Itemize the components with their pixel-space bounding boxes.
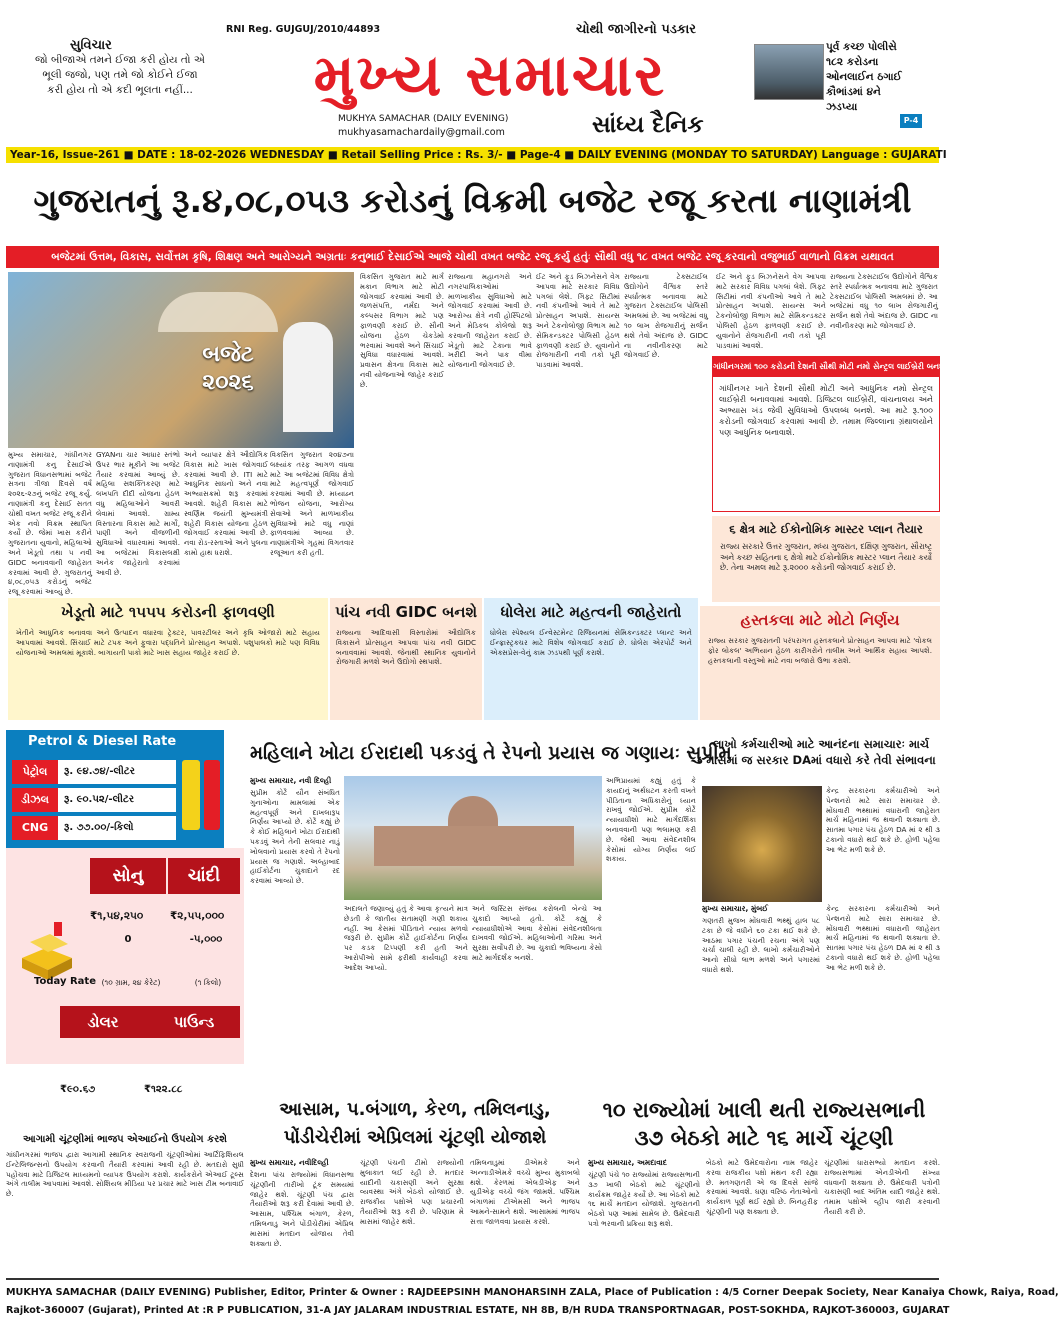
budget-column: વિકસિત ગુજરાત માટે માર્ગ મકાન વિભાગ માટે મોટી જોગવાઈ કરવામાં આવી છે. જળસંપત્તિ, નર્મદા અને કલ્પસર વિભાગ માટે પણ ફાળવણી કરાઈ છે. સૌની યોજના હેઠળ ચેકડેમો ભરવામાં આવશે અને સિંચાઈ સુવિધા વધારવામાં આવશે. પ્રવાસન ક્ષેત્રના વિકાસ માટે નવી યોજનાઓ જાહેર કરાઈ છે. xyxy=(360,272,444,389)
silver-change: -૫,૦૦૦ xyxy=(189,934,223,945)
budget-column: રાજ્યના મહાનગરો અને નગરપાલિકાઓમાં માળખાકીય સુવિધાઓ માટે જોગવાઈ કરવામાં આવી છે. આરોગ્ય ક્ષેત્રે નવી હોસ્પિટલો અને મેડિકલ કોલેજો શરૂ કરવાની જાહેરાત કરાઈ છે. ખેડૂતો માટે ટેકાના ભાવે ખરીદી અને પાક વીમા યોજનાની જોગવાઈ છે. xyxy=(448,272,532,370)
sandhya-dainik: સાંધ્ય દૈનિક xyxy=(592,112,704,138)
cng-rate: રૂ. ૭૭.૦૦/-કિલો xyxy=(58,816,176,840)
supreme-court-photo xyxy=(344,776,602,900)
currency-notes-photo xyxy=(702,786,822,902)
today-rate-label: Today Rate xyxy=(34,976,96,987)
budget-column: GYANના ચાર આધાર સ્તંભો ઉપર ભાર મૂકીને આ બજેટ તૈયાર કરવામાં આવ્યું છે. મહિલા સશક્તિકરણ માટે લખપતિ દીદી યોજના હેઠળ વધુ મહિલાઓને આવરી લેવામાં આવશે. ગ્રામ્ય વિસ્તારના વિકાસ માટે માર્ગો, પાણી અને વીજળીની સુવિધાઓ વધારવામાં આવશે. આ બજેટમાં વિકાસલક્ષી અનેક જાહેરાતો કરવામાં આવી છે. xyxy=(96,450,180,577)
budget-column: રાજ્યના ટેક્સટાઈલ ઉદ્યોગોને વૈશ્વિક સ્તરે સ્પર્ધાત્મક બનાવવા માટે ગુજરાત ટેક્સટાઈલ પોલિસી અમલમાં છે. આ બજેટમાં વધુ ૧૦ લાખ રોજગારીનું સર્જન થશે તેવો અંદાજ છે. GIDC ના નવીનીકરણ માટે જોગવાઈ છે. xyxy=(624,272,708,360)
budget-column: ઈટ અને ફૂડ બિઝનેસને વેગ આપવા માટે સરકાર વિવિધ પગલાં લેશે. ગિફ્ટ સિટીમાં નવી કંપનીઓ આવે તે માટે પ્રોત્સાહન અપાશે. સાયન્સ અને ટેકનોલોજી વિભાગ માટે સેમિકન્ડક્ટર પોલિસી હેઠળ ફાળવણી કરાઈ છે. યુવાનોને રોજગારીની નવી તકો પૂરી પાડવામાં આવશે. xyxy=(536,272,620,370)
diesel-pump-icon xyxy=(204,760,220,830)
elections-dateline: મુખ્ય સમાચાર, નવીદિલ્હી xyxy=(250,1158,329,1167)
budget-column: મુખ્ય સમાચાર, ગાંધીનગર નાણામંત્રી કનુ દેસાઈએ ગુજરાત વિધાનસભામાં બજેટ સત્રના ત્રીજા દિવસે વર્ષ ૨૦૨૬-૨૭નું બજેટ રજૂ કર્યુ. નાણામંત્રી કનુ દેસાઈ સતત ચોથી વખત બજેટ રજૂ કરીને એક નવો વિક્રમ સ્થાપિત કર્યો છે. જેમાં ખાસ કરીને ગુજરાતના યુવાનો, મહિલાઓ અને ખેડૂતો તથા ૫ નવી GIDC બનાવવાની જાહેરાત કરવામાં આવી છે. ગુજરાતનું ૪,૦૮,૦૫૩ કરોડનું બજેટ રજૂ કરવામાં આવ્યું છે. xyxy=(8,450,92,597)
diesel-label: ડીઝલ xyxy=(12,788,58,812)
silver-label: ચાંદી xyxy=(168,858,240,894)
thought-box xyxy=(20,38,220,118)
handicraft-box-title: હસ્તકલા માટે મોટો નિર્ણય xyxy=(740,611,900,629)
rajyasabha-column: ચૂંટણી પંચે ૧૦ રાજ્યોમાં રાજ્યસભાની ૩૭ ખાલી બેઠકો માટે ચૂંટણીનો કાર્યક્રમ જાહેર કર્યો છે. આ બેઠકો માટે ૧૬ માર્ચે મતદાન યોજાશે. ગુજરાતની બેઠકો પણ આમાં સામેલ છે. ઉમેદવારી પત્રો ભરવાની પ્રક્રિયા શરૂ થશે. xyxy=(588,1170,700,1228)
budget-image-caption: બજેટ ૨૦૨૬ xyxy=(202,341,254,395)
budget-column-right: રાજ્યના ટેક્સટાઈલ ઉદ્યોગોને વૈશ્વિક સ્તરે સ્પર્ધાત્મક બનાવવા માટે ગુજરાત ટેક્સટાઈલ પોલિસી અમલમાં છે. આ બજેટમાં વધુ ૧૦ લાખ રોજગારીનું સર્જન થશે તેવો અંદાજ છે. GIDC ના નવીનીકરણ માટે જોગવાઈ છે. xyxy=(830,272,938,330)
masthead-title: મુખ્ય સમાચાર xyxy=(313,41,667,109)
budget-photo xyxy=(8,272,354,448)
issue-info-bar: Year-16, Issue-261 ■ DATE : 18-02-2026 WEDNESDAY ■ Retail Selling Price : Rs. 3/- ■ Page-4 ■ DAILY EVENING (MONDAY TO SATURDAY) Language : GUJARATI xyxy=(6,147,939,163)
library-box-text: ગાંધીનગર ખાતે દેશની સૌથી મોટી અને આધુનિક નમો સેન્ટ્રલ લાઈબ્રેરી બનાવવામાં આવશે. ડિજિટલ લાઈબ્રેરી, વાંચનાલય અને અભ્યાસ ખંડ જેવી સુવિધાઓ ઉપલબ્ધ બનશે. આ માટે રૂ.૧૦૦ કરોડની જોગવાઈ કરવામાં આવી છે. તમામ જિલ્લાના ગ્રંથાલયોને પણ આધુનિક બનાવાશે. xyxy=(719,384,933,437)
page-ref-badge: P-4 xyxy=(900,114,922,128)
fuel-pump-icon xyxy=(182,760,200,830)
elections-column: ચૂંટણી પંચની ટીમો રાજ્યોની મુલાકાત લઈ રહી છે. મતદાર યાદીની ચકાસણી અને સુરક્ષા વ્યવસ્થા અંગે બેઠકો યોજાઈ છે. રાજકીય પક્ષોએ પણ પ્રચારની તૈયારીઓ શરૂ કરી છે. પરિણામ મે માસમાં જાહેર થશે. xyxy=(360,1158,464,1226)
rni-number: RNI Reg. GUJGUJ/2010/44893 xyxy=(226,24,381,35)
economic-plan-text: રાજ્ય સરકારે ઉત્તર ગુજરાત, મધ્ય ગુજરાત, દક્ષિણ ગુજરાત, સૌરાષ્ટ્ર અને કચ્છ સહિતના ૬ ક્ષેત્રો માટે ઈકોનોમિક માસ્ટર પ્લાન તૈયાર કર્યો છે. તેના અમલ માટે રૂ.૨૦૦૦ કરોડની જોગવાઈ કરાઈ છે. xyxy=(720,542,932,572)
da-headline[interactable]: લાખો કર્મચારીઓ માટે આનંદના સમાચારઃ માર્ચ માસમાં જ સરકાર DAમાં વધારો કરે તેવી સંભાવના xyxy=(706,737,936,767)
handicraft-box[interactable] xyxy=(700,606,940,720)
da-column: ગણતરી મુજબ મોંઘવારી ભથ્થું હાલ ૫૮ ટકા છે જે વધીને ૬૦ ટકા થઈ શકે છે. આઠમા પગાર પંચની રચના અંગે પણ ચર્ચા ચાલી રહી છે. લાખો કર્મચારીઓને આનો સીધો લાભ મળશે અને પગારમાં વધારો થશે. xyxy=(702,916,820,974)
da-column: કેન્દ્ર સરકારના કર્મચારીઓ અને પેન્શનરો માટે સારા સમાચાર છે. મોંઘવારી ભથ્થામાં વધારાની જાહેરાત માર્ચ મહિનામાં જ થવાની શક્યતા છે. સાતમા પગાર પંચ હેઠળ DA માં ૨ થી ૩ ટકાનો વધારો થઈ શકે છે. હોળી પહેલા આ ભેટ મળી શકે છે. xyxy=(826,786,940,854)
pound-label: પાઉન્ડ xyxy=(173,1013,215,1031)
rajyasabha-column: ચૂંટણીમાં ધારાસભ્યો મતદાન કરશે. રાજ્યસભામાં એનડીએની સંખ્યા વધવાની શક્યતા છે. ઉમેદવારી પત્રોની ચકાસણી બાદ અંતિમ યાદી જાહેર થશે. તમામ પક્ષોએ વ્હીપ જારી કરવાની તૈયારી કરી છે. xyxy=(824,1158,940,1216)
da-dateline: મુખ્ય સમાચાર, મુંબઈ xyxy=(702,904,769,913)
ai-headline[interactable]: આગામી ચૂંટણીમાં ભાજપ એઆઈનો ઉપયોગ કરશે xyxy=(22,1134,228,1145)
dholera-box-title: ધોલેરા માટે મહત્વની જાહેરાતો xyxy=(500,603,682,621)
dholera-box-text: ધોલેરા સ્પેશ્યલ ઈન્વેસ્ટમેન્ટ રિજિયનમાં સેમિકન્ડક્ટર પ્લાન્ટ અને ઈન્ફ્રાસ્ટ્રક્ચર માટે વિશેષ જોગવાઈ કરાઈ છે. ધોલેરા એરપોર્ટ અને એક્સપ્રેસ-વેનું કામ ઝડપથી પૂર્ણ કરાશે. xyxy=(490,628,692,657)
gold-unit: (૧૦ ગ્રામ, ૨૪ કેરેટ) xyxy=(101,978,161,987)
court-dome xyxy=(448,796,498,826)
rajyasabha-column: બેઠકો માટે ઉમેદવારોના નામ જાહેર કરવા રાજકીય પક્ષો મંથન કરી રહ્યા છે. મતગણતરી એ જ દિવસે સાંજે કરવામાં આવશે. ઘણા વરિષ્ઠ નેતાઓનો કાર્યકાળ પૂર્ણ થઈ રહ્યો છે. બિનહરીફ ચૂંટણીની પણ શક્યતા છે. xyxy=(706,1158,818,1216)
supreme-column: સુપ્રીમ કોર્ટે યૌન સંબંધિત ગુનાઓના મામલામાં એક મહત્વપૂર્ણ અને દાખલારૂપ નિર્ણય આપ્યો છે. કોર્ટે કહ્યું છે કે કોઈ મહિલાને ખોટા ઈરાદાથી પકડવું અને તેની સલવાર નાડું ખોલવાનો પ્રયાસ કરવો તે રેપનો પ્રયાસ જ ગણાશે. અલ્હાબાદ હાઈકોર્ટના ચુકાદાને રદ કરવામાં આવ્યો છે. xyxy=(250,788,340,886)
cng-label: CNG xyxy=(12,816,58,840)
economic-plan-title: ૬ ક્ષેત્ર માટે ઈકોનોમિક માસ્ટર પ્લાન તૈયાર xyxy=(729,522,923,536)
footer-line: Rajkot-360007 (Gujarat), Printed At :R P PUBLICATION, 31-A JAY JALARAM INDUSTRIAL ESTATE, NH 8B, B/H RUDA TRANSPORTNAGAR, POST-SOKHDA, RAJKOT-360003, GUJARAT xyxy=(6,1305,950,1316)
elections-headline[interactable]: આસામ, પ.બંગાળ, કેરળ, તમિલનાડુ, પોંડીચેરીમાં એપ્રિલમાં ચૂંટણી યોજાશે xyxy=(279,1099,551,1148)
top-story-box[interactable] xyxy=(826,40,936,124)
gold-label: સોનુ xyxy=(90,858,166,894)
rajyasabha-headline[interactable]: ૧૦ રાજ્યોમાં ખાલી થતી રાજ્યસભાની ૩૭ બેઠકો માટે ૧૬ માર્ચે ચૂંટણી xyxy=(602,1098,926,1150)
top-story-line: ઓનલાઈન ઠગાઈ xyxy=(826,71,902,83)
petrol-rate: રૂ. ૯૪.૭૪/-લીટર xyxy=(58,760,176,784)
masthead-tagline: ચોથી જાગીરનો પડકાર xyxy=(576,22,696,37)
thought-line: જો બીજાએ તમને ઈજા કરી હોય તો એ xyxy=(35,54,205,66)
dollar-label: ડોલર xyxy=(87,1013,119,1031)
top-story-line: પૂર્વ કચ્છ પોલીસે xyxy=(826,41,897,53)
gold-change: 0 xyxy=(124,934,132,945)
gidc-box[interactable] xyxy=(330,598,482,720)
diesel-rate: રૂ. ૯૦.૫૨/-લીટર xyxy=(58,788,176,812)
petrol-label: પેટ્રોલ xyxy=(12,760,58,784)
main-headline[interactable]: ગુજરાતનું રૂ.૪,૦૮,૦૫૩ કરોડનું વિક્રમી બજેટ રજૂ કરતા નાણામંત્રી xyxy=(33,181,912,220)
metal-rate-box xyxy=(6,848,244,1064)
masthead-email: mukhyasamachardaily@gmail.com xyxy=(338,127,505,138)
farmers-box-text: ખેતીને આધુનિક બનાવવા અને ઉત્પાદન વધારવા ટ્રેક્ટર, પાવરટીલર અને કૃષિ ઓજારો માટે સહાય આપવામાં આવશે. સિંચાઈ માટે ટપક અને ફુવારા પદ્ધતિને પ્રોત્સાહન અપાશે. પશુપાલકો માટે પણ વિવિધ યોજનાઓ અમલમાં મૂકાશે. બાગાયતી પાકો માટે ખાસ સહાય જાહેર કરાઈ છે. xyxy=(16,628,320,657)
footer-line: MUKHYA SAMACHAR (DAILY EVENING) Publisher, Editor, Printer & Owner : RAJDEEPSINH MANOHARSINH ZALA, Place of Publication : 4/5 Corner Deepak Society, Near Kanaiya Chowk, Raiya, Road, xyxy=(6,1287,1059,1298)
masthead-english: MUKHYA SAMACHAR (DAILY EVENING) xyxy=(338,114,509,124)
footer-divider xyxy=(6,1278,939,1280)
library-box[interactable] xyxy=(712,356,946,512)
budget-column: અને વ્યાપાર ક્ષેત્રે ઔદ્યોગિક વિકાસ માટે ખાસ જોગવાઈ કરવામાં આવી છે. ITI માટે આધુનિક સાધનો અને નવા અભ્યાસક્રમો શરૂ કરવામાં આવશે. શહેરી વિકાસ માટે સ્વર્ણિમ જયંતી મુખ્યમંત્રી શહેરી વિકાસ યોજના હેઠળ જોગવાઈ કરવામાં આવી છે. નવા રોડ-રસ્તાઓ અને પુલના કામો હાથ ધરાશે. xyxy=(184,450,268,557)
budget-column: વિકસિત ગુજરાત ૨૦૪૭ના લક્ષ્યાંક તરફ આગળ વધવા માટે આ બજેટમાં વિવિધ ક્ષેત્રો માટે મહત્વપૂર્ણ જોગવાઈ કરવામાં આવી છે. મધ્યાહ્ન ભોજન યોજના, આરોગ્ય સેવાઓ અને માળખાકીય સુવિધાઓ માટે વધુ નાણાં ફાળવવામાં આવ્યા છે. નાણામંત્રીએ ગૃહમાં વિગતવાર રજૂઆત કરી હતી. xyxy=(270,450,354,557)
rajyasabha-dateline: મુખ્ય સમાચાર, અમદાવાદ xyxy=(588,1158,667,1167)
library-box-title: ગાંધીનગરમાં ૧૦૦ કરોડની દેશની સૌથી મોટી નમો સેન્ટ્રલ લાઈબ્રેરી બનશે xyxy=(713,357,939,377)
gidc-box-text: રાજ્યના આદિવાસી વિસ્તારોમાં ઔદ્યોગિક વિકાસને પ્રોત્સાહન આપવા પાંચ નવી GIDC બનાવવામાં આવશે. જેનાથી સ્થાનિક યુવાનોને રોજગારી મળશે અને ઉદ્યોગો સ્થપાશે. xyxy=(336,628,476,667)
supreme-headline[interactable]: મહિલાને ખોટા ઈરાદાથી પકડવું તે રેપનો પ્રયાસ જ ગણાયઃ સુપ્રીમ xyxy=(250,743,732,764)
ai-text: ગાંધીનગરમાં ભાજપ દ્વારા આગામી સ્થાનિક સ્વરાજની ચૂંટણીઓમાં આર્ટિફિશિયલ ઈન્ટેલિજન્સનો ઉપયોગ કરવાની તૈયારી કરવામાં આવી રહી છે. મતદારો સુધી પહોંચવા માટે ડિજિટલ માધ્યમનો વ્યાપક ઉપયોગ કરાશે. કાર્યકરોને એઆઈ ટૂલ્સ અંગે તાલીમ આપવામાં આવશે. સોશિયલ મીડિયા પર પ્રચાર માટે ખાસ ટીમ બનાવાઈ છે. xyxy=(6,1150,244,1199)
supreme-column: અને જસ્ટિસ સંજય કરોલની બેન્ચે આ ચુકાદો આપ્યો હતો. કોર્ટે કહ્યું કે ન્યાયાધીશોએ આવા કેસોમાં સંવેદનશીલતા દાખવવી જોઈએ. મહિલાઓની ગરિમા અને સુરક્ષા સર્વોપરી છે. આ ચુકાદો ભવિષ્યના કેસો માટે માર્ગદર્શક બનશે. xyxy=(472,904,602,962)
thought-title: સુવિચાર xyxy=(70,38,112,53)
supreme-column: અભિપ્રાયમાં કહ્યું હતું કે કાયદાનું અર્થઘટન કરતી વખતે પીડિતાના અધિકારોનું ધ્યાન રાખવું જોઈએ. સુપ્રીમ કોર્ટે ન્યાયાધીશો માટે માર્ગદર્શિકા બનાવવાની પણ ભલામણ કરી છે. જેથી આવા સંવેદનશીલ કેસોમાં યોગ્ય નિર્ણય લઈ શકાય. xyxy=(606,776,696,864)
top-story-line: ૧૮૨ કરોડના xyxy=(826,56,879,68)
elections-column: તમિલનાડુમાં ડીએમકે અને અન્નાડીએમકે વચ્ચે મુખ્ય મુકાબલો થશે. કેરળમાં એલડીએફ અને યુડીએફ વચ્ચે જંગ જામશે. પશ્ચિમ બંગાળમાં ટીએમસી અને ભાજપ આમને-સામને થશે. આસામમાં ભાજપ સત્તા જાળવવા પ્રયાસ કરશે. xyxy=(470,1158,580,1226)
thought-line: કરી હોય તો એ કદી ભૂલતા નહીં... xyxy=(47,84,193,96)
sub-headline: બજેટમાં ઉત્તમ, વિકાસ, સર્વોત્તમ કૃષિ, શિક્ષણ અને આરોગ્યને અગ્રતાઃ કનુભાઈ દેસાઈએ આજે ચોથી વખત બજેટ રજૂ કર્યુ હતુંઃ સૌથી વધુ ૧૮ વખત બજેટ રજૂ કરવાનો વજુભાઈ વાળાનો વિક્રમ યથાવત xyxy=(6,246,939,268)
economic-plan-box[interactable] xyxy=(712,516,940,602)
silver-price: ₹૨,૫૫,૦૦૦ xyxy=(170,910,225,922)
elections-column: દેશના પાંચ રાજ્યોમાં વિધાનસભા ચૂંટણીની તારીખો ટૂંક સમયમાં જાહેર થશે. ચૂંટણી પંચ દ્વારા તૈયારીઓ શરૂ કરી દેવામાં આવી છે. આસામ, પશ્ચિમ બંગાળ, કેરળ, તમિલનાડુ અને પોંડીચેરીમાં એપ્રિલ માસમાં મતદાન યોજાય તેવી શક્યતા છે. xyxy=(250,1170,354,1248)
dollar-value: ₹૯૦.૬૭ xyxy=(60,1084,96,1095)
handicraft-box-text: રાજ્ય સરકાર ગુજરાતની પરંપરાગત હસ્તકલાને પ્રોત્સાહન આપવા માટે 'વોકલ ફોર લોકલ' અભિયાન હેઠળ કારીગરોને તાલીમ અને આર્થિક સહાય આપશે. હસ્તકલાની વસ્તુઓ માટે નવા બજારો ઉભા કરાશે. xyxy=(708,636,932,665)
fuel-rate-title: Petrol & Diesel Rate xyxy=(28,734,177,749)
finance-minister-figure xyxy=(283,322,333,432)
supreme-dateline: મુખ્ય સમાચાર, નવી દિલ્હી xyxy=(250,776,332,785)
top-story-line: કૌભાંડમાં ૪ને xyxy=(826,86,881,98)
top-story-line: ઝડપ્યા xyxy=(826,101,858,113)
dholera-box[interactable] xyxy=(484,598,698,720)
da-column: કેન્દ્ર સરકારના કર્મચારીઓ અને પેન્શનરો માટે સારા સમાચાર છે. મોંઘવારી ભથ્થામાં વધારાની જાહેરાત માર્ચ મહિનામાં જ થવાની શક્યતા છે. સાતમા પગાર પંચ હેઠળ DA માં ૨ થી ૩ ટકાનો વધારો થઈ શકે છે. હોળી પહેલા આ ભેટ મળી શકે છે. xyxy=(826,904,940,972)
assembly-building xyxy=(158,292,278,332)
currency-header xyxy=(60,1006,240,1038)
gold-bars-icon xyxy=(16,918,78,984)
budget-column-right: ઈટ અને ફૂડ બિઝનેસને વેગ આપવા માટે સરકાર વિવિધ પગલાં લેશે. ગિફ્ટ સિટીમાં નવી કંપનીઓ આવે તે માટે પ્રોત્સાહન અપાશે. સાયન્સ અને ટેકનોલોજી વિભાગ માટે સેમિકન્ડક્ટર પોલિસી હેઠળ ફાળવણી કરાઈ છે. યુવાનોને રોજગારીની નવી તકો પૂરી પાડવામાં આવશે. xyxy=(716,272,826,350)
court-building xyxy=(374,826,574,866)
silver-unit: (૧ કિલો) xyxy=(194,978,222,987)
farmers-box-title: ખેડૂતો માટે ૧૫૫૫ કરોડની ફાળવણી xyxy=(61,603,275,621)
police-photo xyxy=(754,44,824,100)
thought-line: ભૂલી જજો, પણ તમે જો કોઈને ઈજા xyxy=(42,69,198,81)
farmers-box[interactable] xyxy=(8,598,328,720)
gidc-box-title: પાંચ નવી GIDC બનશે xyxy=(334,603,478,621)
pound-value: ₹૧૨૨.૮૮ xyxy=(144,1084,183,1095)
supreme-column: અદાલતે જણાવ્યું હતું કે આવા કૃત્યને માત્ર છેડતી કે જાતીય સતામણી ગણી શકાય નહીં. આ કેસમાં પીડિતાને ન્યાય મળવો જરૂરી છે. સુપ્રીમ કોર્ટે હાઈકોર્ટના નિર્ણય પર કડક ટિપ્પણી કરી હતી અને આરોપીઓ સામે ફરીથી કાર્યવાહી કરવા આદેશ આપ્યો. xyxy=(344,904,468,972)
gold-price: ₹૧,૫૪,૨૫૦ xyxy=(90,910,144,922)
